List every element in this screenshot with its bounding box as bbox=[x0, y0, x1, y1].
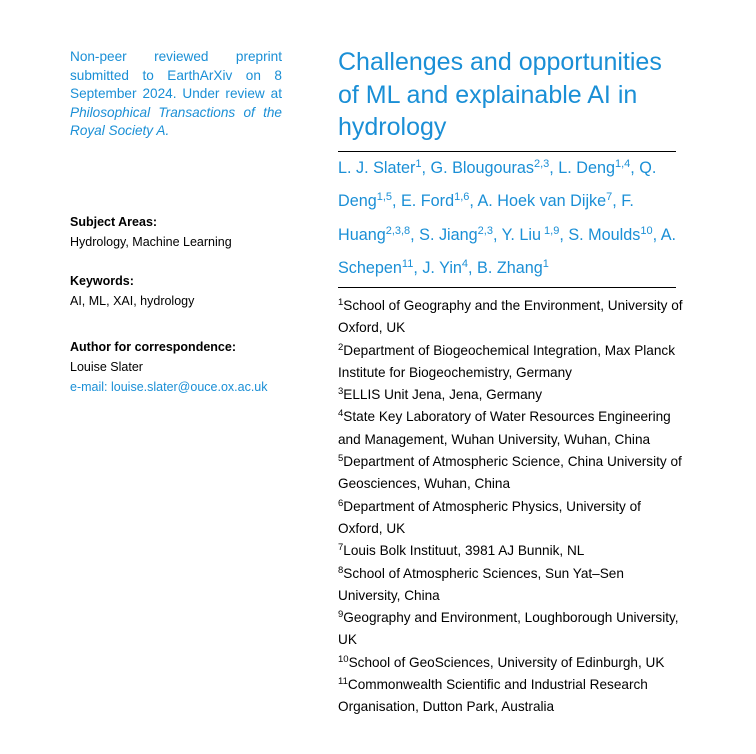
keywords-value: AI, ML, XAI, hydrology bbox=[70, 294, 195, 308]
affiliation-number: 4 bbox=[338, 408, 344, 420]
author bbox=[502, 226, 560, 244]
email-label: e-mail: bbox=[70, 380, 111, 394]
author bbox=[419, 226, 493, 244]
correspondence-email-line bbox=[70, 377, 300, 397]
author-affiliation-marker: 4 bbox=[461, 258, 469, 271]
author-affiliation-marker: 1,4 bbox=[614, 158, 631, 170]
author-affiliation-marker: 1,5 bbox=[376, 191, 392, 204]
affiliation-number: 8 bbox=[338, 564, 344, 576]
affiliation-item bbox=[338, 674, 683, 719]
affiliation-item bbox=[338, 340, 683, 385]
author bbox=[568, 226, 652, 244]
preprint-notice bbox=[70, 48, 282, 141]
subject-areas bbox=[70, 212, 300, 252]
author bbox=[422, 259, 468, 277]
author-affiliation-marker: 1,9 bbox=[540, 224, 560, 237]
author-name: J. Yin bbox=[422, 259, 462, 278]
author bbox=[401, 192, 469, 210]
author-affiliation-marker: 1,6 bbox=[454, 191, 470, 204]
affiliation-text: Department of Atmospheric Physics, University of Oxford, UK bbox=[338, 498, 641, 536]
author-affiliation-marker: 7 bbox=[606, 191, 613, 204]
affiliation-text: ELLIS Unit Jena, Jena, Germany bbox=[343, 387, 543, 403]
affiliation-text: School of Atmospheric Sciences, Sun Yat–Sen University, China bbox=[338, 565, 624, 603]
author-affiliation-marker: 10 bbox=[640, 224, 653, 237]
affiliation-item bbox=[338, 406, 683, 451]
author bbox=[558, 159, 630, 177]
subject-areas-value: Hydrology, Machine Learning bbox=[70, 235, 232, 249]
affiliation-text: Commonwealth Scientific and Industrial Research Organisation, Dutton Park, Australia bbox=[338, 677, 648, 715]
affiliation-item bbox=[338, 540, 683, 562]
preprint-text: Non-peer reviewed preprint submitted to EarthArXiv on 8 September 2024. Under review at bbox=[70, 49, 282, 102]
affiliation-text: School of GeoSciences, University of Edinburgh, UK bbox=[348, 654, 665, 670]
affiliation-text: Geography and Environment, Loughborough University, UK bbox=[338, 610, 679, 648]
author bbox=[338, 159, 422, 177]
affiliation-item bbox=[338, 384, 683, 406]
correspondence-heading: Author for correspondence: bbox=[70, 340, 236, 354]
correspondence-name: Louise Slater bbox=[70, 360, 143, 374]
affiliation-item bbox=[338, 496, 683, 541]
affiliation-item bbox=[338, 563, 683, 608]
journal-name: Philosophical Transactions of the Royal Society A. bbox=[70, 104, 282, 139]
author bbox=[431, 159, 550, 177]
author-affiliation-marker: 1 bbox=[415, 158, 422, 170]
author-name: E. Ford bbox=[401, 192, 455, 211]
author-name: L. J. Slater bbox=[338, 159, 416, 177]
affiliation-number: 9 bbox=[338, 609, 344, 621]
author-list: L. J. Slater$^1$, G. Blougouras$^{2,3}$, L. Deng$^{1,4}$, Q. Deng$^{1,5}$, E. Ford$^{1,6}$, A. Hoek van Dijke$^7$, F. Huang$^{2,3,8}$, S. Jiang$^{2,3}$, Y. Liu $^{1,9}$, S. Moulds$^{10}$, A. Schepen$^{11}$, J. Yin$^4$, B. Zhang$^1$ bbox=[338, 158, 676, 278]
author-name: F. Huang bbox=[338, 192, 634, 244]
keywords-heading: Keywords: bbox=[70, 274, 134, 288]
bottom-rule bbox=[338, 287, 676, 288]
affiliation-text: State Key Laboratory of Water Resources Engineering and Management, Wuhan University, Wuhan, China bbox=[338, 409, 671, 447]
affiliation-text: Department of Biogeochemical Integration, Max Planck Institute for Biogeochemistry, Germany bbox=[338, 342, 676, 380]
author-name: Q. Deng bbox=[338, 159, 657, 211]
author-affiliation-marker: 2,3 bbox=[477, 224, 493, 237]
affiliation-number: 6 bbox=[338, 497, 344, 509]
author-name: A. Schepen bbox=[338, 225, 676, 278]
author-name: A. Hoek van Dijke bbox=[477, 192, 607, 211]
affiliation-list bbox=[338, 295, 683, 719]
email-link[interactable]: louise.slater@ouce.ox.ac.uk bbox=[110, 380, 268, 394]
author-affiliation-marker: 11 bbox=[401, 258, 414, 271]
affiliation-item bbox=[338, 652, 683, 674]
author bbox=[477, 192, 612, 210]
author-name: B. Zhang bbox=[477, 259, 543, 278]
author-name: S. Jiang bbox=[419, 225, 478, 244]
affiliation-number: 11 bbox=[338, 676, 348, 688]
affiliation-number: 3 bbox=[338, 386, 344, 398]
author-affiliation-marker: 2,3,8 bbox=[385, 224, 411, 237]
affiliation-number: 10 bbox=[338, 653, 349, 665]
author-name: G. Blougouras bbox=[430, 159, 534, 177]
affiliation-number: 2 bbox=[338, 341, 344, 353]
correspondence bbox=[70, 337, 300, 397]
subject-areas-heading: Subject Areas: bbox=[70, 215, 158, 229]
author-name: Y. Liu bbox=[501, 225, 541, 244]
affiliation-text: Department of Atmospheric Science, China University of Geosciences, Wuhan, China bbox=[338, 454, 682, 492]
author-affiliation-marker: 1 bbox=[542, 258, 549, 271]
affiliation-text: Louis Bolk Instituut, 3981 AJ Bunnik, NL bbox=[343, 543, 585, 559]
paper-title: Challenges and opportunities of ML and explainable AI in hydrology bbox=[338, 48, 662, 141]
affiliation-number: 5 bbox=[338, 453, 344, 465]
author-name: S. Moulds bbox=[568, 225, 641, 244]
affiliation-item bbox=[338, 451, 683, 496]
affiliation-number: 7 bbox=[338, 542, 344, 554]
affiliation-number: 1 bbox=[338, 297, 344, 308]
author-affiliation-marker: 2,3 bbox=[533, 158, 550, 170]
affiliation-item bbox=[338, 607, 683, 652]
affiliation-item bbox=[338, 295, 683, 340]
author bbox=[477, 259, 549, 277]
keywords bbox=[70, 271, 300, 311]
author-name: L. Deng bbox=[558, 159, 615, 177]
affiliation-text: School of Geography and the Environment, University of Oxford, UK bbox=[338, 298, 683, 336]
